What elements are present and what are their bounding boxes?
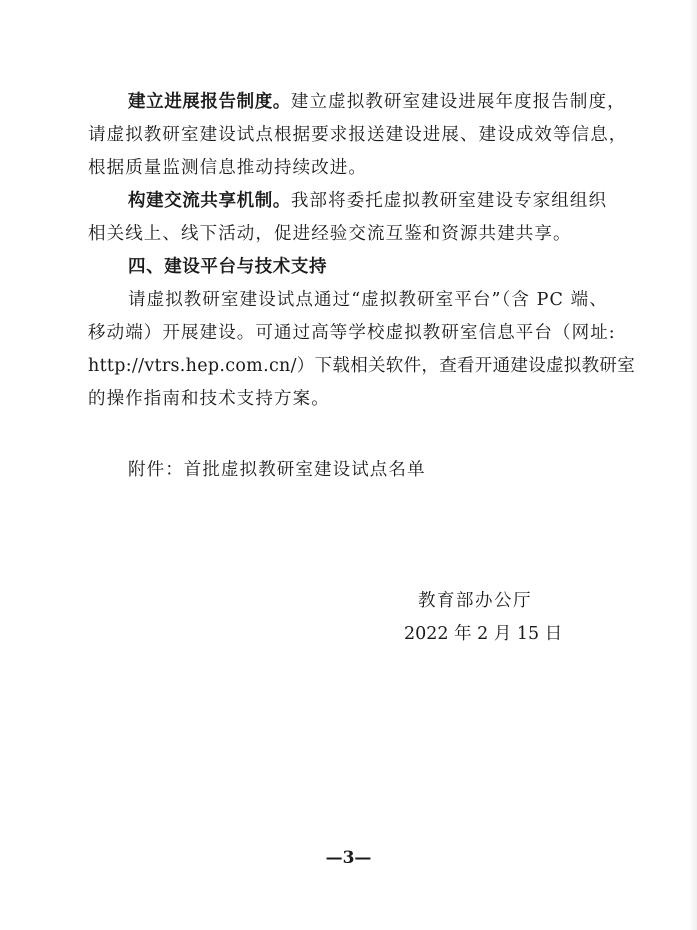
page-number: —3— xyxy=(325,848,372,868)
paragraph-progress-report-line-3: 根据质量监测信息推动持续改进。 xyxy=(88,158,367,178)
paragraph-progress-report-line-1 xyxy=(128,94,626,112)
attachment-line: 附件：首批虚拟教研室建设试点名单 xyxy=(128,460,426,480)
paragraph-exchange-line-1 xyxy=(128,193,607,211)
page-edge-shadow xyxy=(689,0,697,930)
section-four-line-1: 请虚拟教研室建设试点通过“虚拟教研室平台”（含 PC 端、 xyxy=(128,290,608,310)
section-four-line-3: http://vtrs.hep.com.cn/）下载相关软件，查看开通建设虚拟教研室 xyxy=(88,356,636,376)
section-four-line-2: 移动端）开展建设。可通过高等学校虚拟教研室信息平台（网址: xyxy=(88,323,616,343)
exchange-heading: 构建交流共享机制。 xyxy=(128,191,291,211)
section-four-title: 四、建设平台与技术支持 xyxy=(128,257,328,277)
progress-report-text: 建立虚拟教研室建设进展年度报告制度， xyxy=(290,92,626,112)
paragraph-exchange-line-2: 相关线上、线下活动，促进经验交流互鉴和资源共建共享。 xyxy=(88,224,572,244)
progress-report-heading: 建立进展报告制度。 xyxy=(128,92,291,112)
exchange-text: 我部将委托虚拟教研室建设专家组组织 xyxy=(290,191,608,211)
section-four-line-4: 的操作指南和技术支持方案。 xyxy=(88,389,330,409)
issuer-name: 教育部办公厅 xyxy=(418,591,532,611)
paragraph-progress-report-line-2: 请虚拟教研室建设试点根据要求报送建设进展、建设成效等信息， xyxy=(88,125,628,145)
issue-date: 2022 年 2 月 15 日 xyxy=(404,624,563,644)
